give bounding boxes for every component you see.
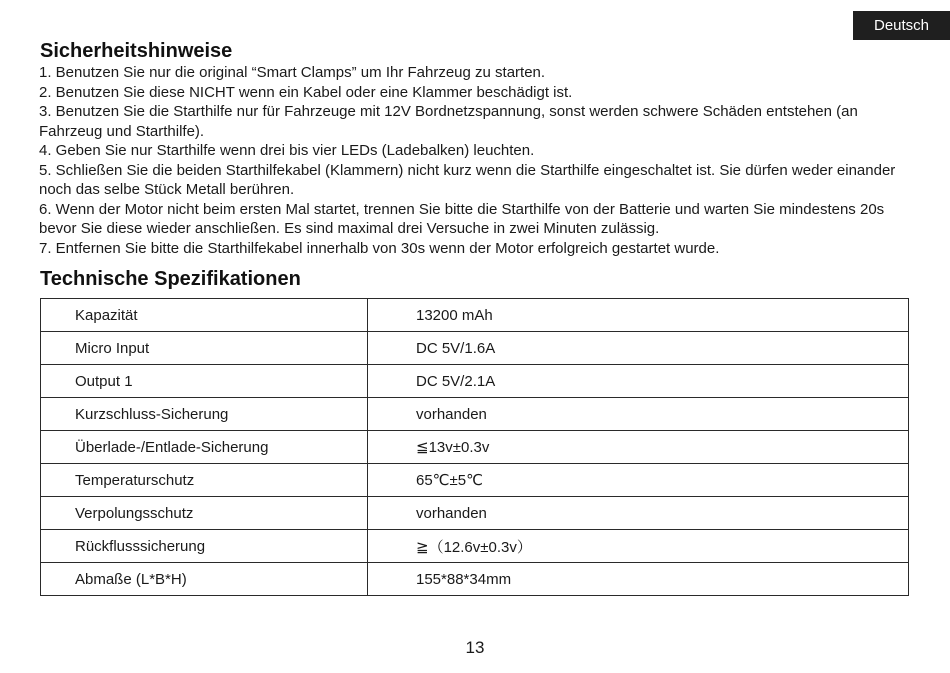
page-number: 13 — [465, 638, 485, 657]
spec-value: ≧（12.6v±0.3v） — [368, 530, 909, 563]
spec-value: 155*88*34mm — [368, 563, 909, 596]
language-tab: Deutsch — [853, 11, 950, 40]
spec-label: Rückflusssicherung — [41, 530, 368, 563]
spec-label: Micro Input — [41, 332, 368, 365]
table-row — [41, 497, 909, 530]
table-row — [41, 563, 909, 596]
table-row — [41, 365, 909, 398]
spec-value: DC 5V/2.1A — [368, 365, 909, 398]
specs-table — [40, 298, 909, 596]
specs-heading: Technische Spezifikationen — [40, 268, 301, 290]
spec-label: Kapazität — [41, 299, 368, 332]
spec-value: 65℃±5℃ — [368, 464, 909, 497]
safety-item: 1. Benutzen Sie nur die original “Smart Clamps” um Ihr Fahrzeug zu starten. — [39, 64, 546, 81]
safety-item: 2. Benutzen Sie diese NICHT wenn ein Kabel oder eine Klammer beschädigt ist. — [39, 83, 573, 101]
safety-item: 4. Geben Sie nur Starthilfe wenn drei bis vier LEDs (Ladebalken) leuchten. — [39, 142, 535, 159]
table-row — [41, 299, 909, 332]
spec-label: Überlade-/Entlade-Sicherung — [41, 431, 368, 464]
spec-label: Output 1 — [41, 365, 368, 398]
safety-item: 3. Benutzen Sie die Starthilfe nur für Fahrzeuge mit 12V Bordnetzspannung, sonst werden schwere Schäden entstehen (an Fahrzeug und Starthilfe). — [39, 103, 858, 140]
spec-value: vorhanden — [368, 398, 909, 431]
spec-label: Abmaße (L*B*H) — [41, 563, 368, 596]
table-row — [41, 431, 909, 464]
table-row — [41, 530, 909, 563]
spec-value: DC 5V/1.6A — [368, 332, 909, 365]
table-row — [41, 464, 909, 497]
spec-label: Verpolungsschutz — [41, 497, 368, 530]
safety-item: 5. Schließen Sie die beiden Starthilfekabel (Klammern) nicht kurz wenn die Starthilfe eingeschaltet ist. Sie dürfen weder einander noch das selbe Stück Metall berühren. — [39, 161, 896, 198]
table-row — [41, 398, 909, 431]
spec-label: Kurzschluss-Sicherung — [41, 398, 368, 431]
table-row — [41, 332, 909, 365]
safety-item: 6. Wenn der Motor nicht beim ersten Mal startet, trennen Sie bitte die Starthilfe von der Batterie und warten Sie mindestens 20s bevor Sie diese wieder anschließen. Es sind maximal drei Versuche in zwei Minuten zulässig. — [39, 200, 885, 237]
spec-value: ≦13v±0.3v — [368, 431, 909, 464]
safety-instructions-list — [39, 63, 919, 258]
spec-label: Temperaturschutz — [41, 464, 368, 497]
safety-heading: Sicherheitshinweise — [40, 40, 233, 62]
spec-value: 13200 mAh — [368, 299, 909, 332]
safety-item: 7. Entfernen Sie bitte die Starthilfekabel innerhalb von 30s wenn der Motor erfolgreich gestartet wurde. — [39, 239, 720, 257]
spec-value: vorhanden — [368, 497, 909, 530]
